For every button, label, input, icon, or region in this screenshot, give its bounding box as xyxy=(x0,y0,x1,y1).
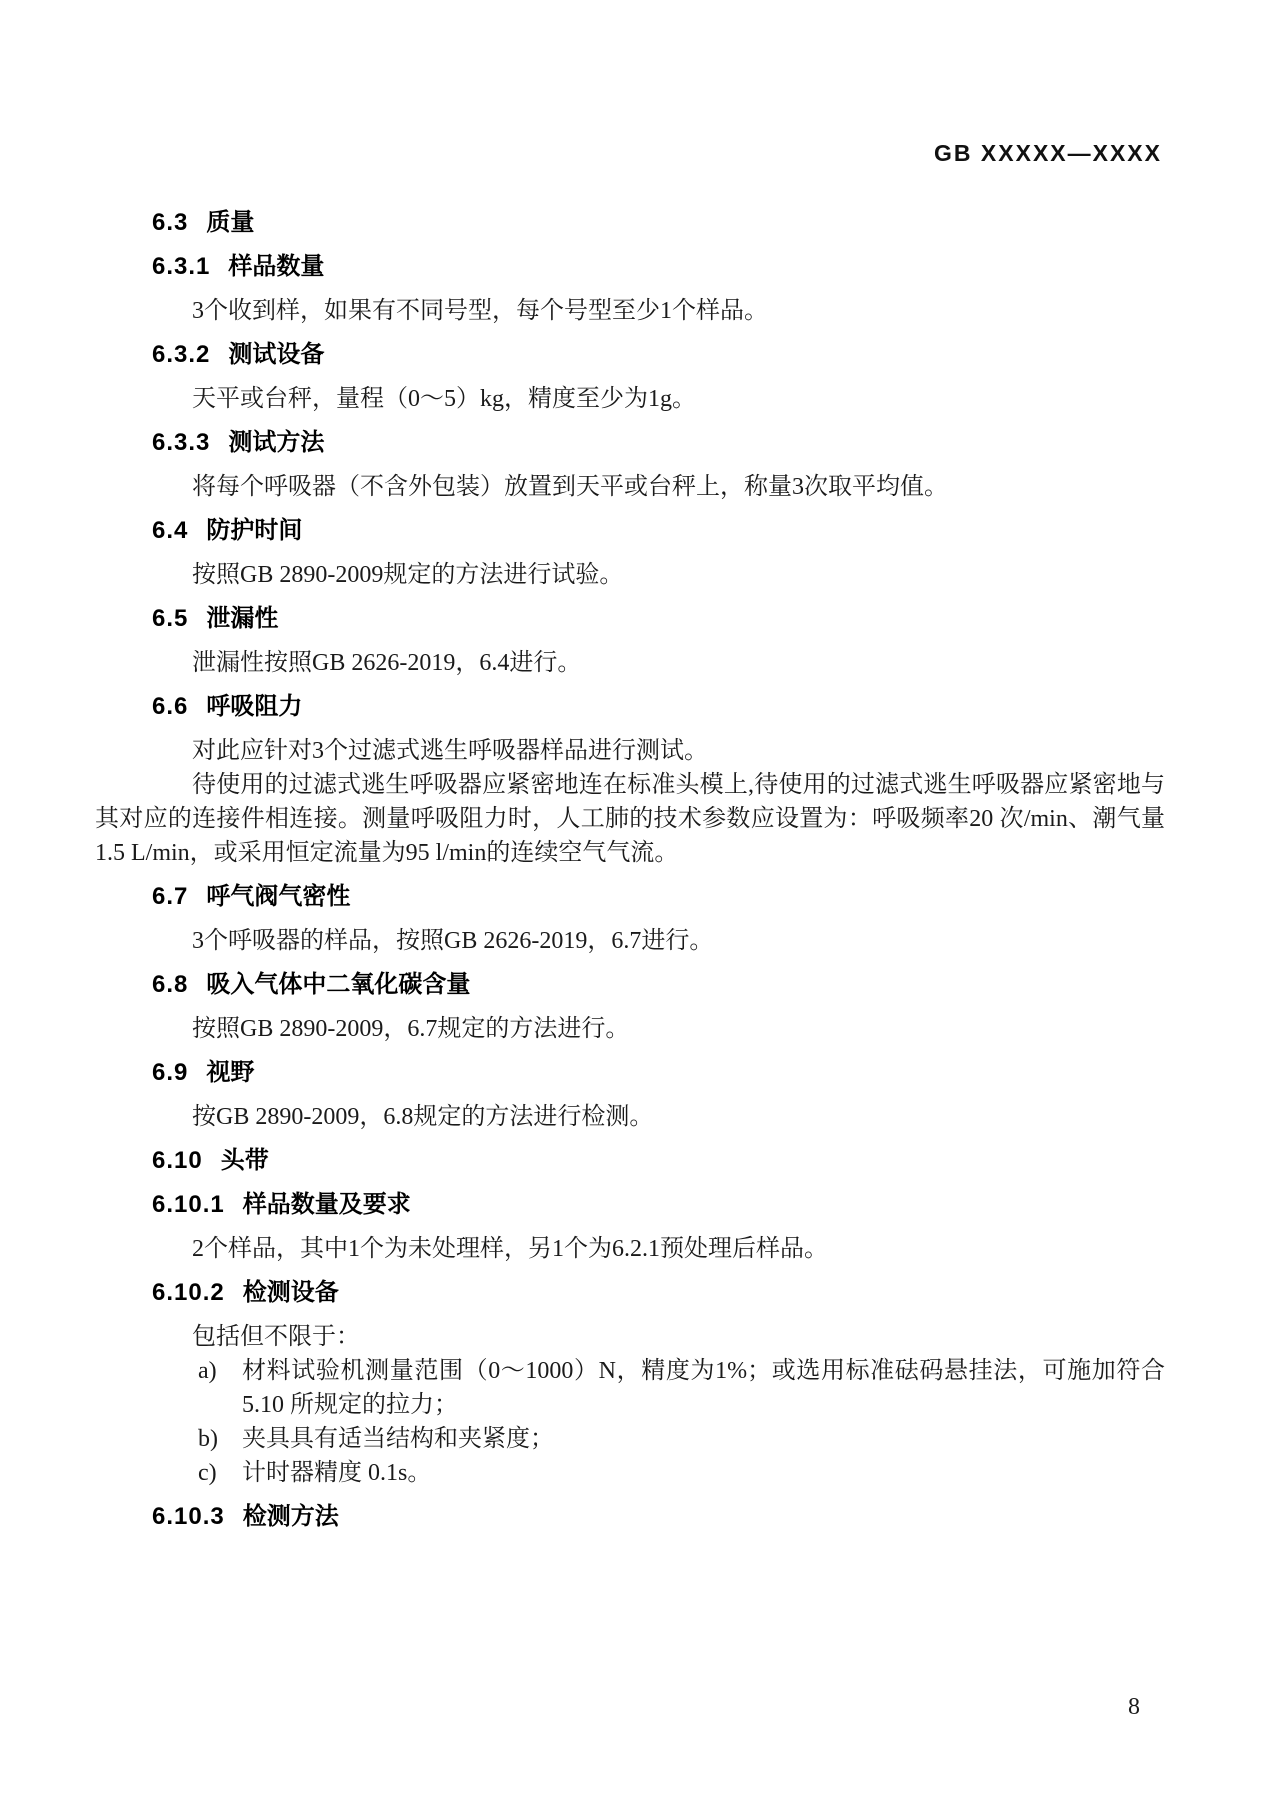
document-code-header: GB XXXXX—XXXX xyxy=(934,140,1162,166)
section-number: 6.6 xyxy=(152,693,189,720)
section-title: 吸入气体中二氧化碳含量 xyxy=(206,971,471,998)
section-heading-6.3.1 xyxy=(95,250,1165,284)
paragraph: 按照GB 2890-2009，6.7规定的方法进行。 xyxy=(192,1016,630,1042)
section-number: 6.5 xyxy=(152,605,189,632)
list-item-text: 夹具具有适当结构和夹紧度； xyxy=(242,1426,554,1452)
paragraph: 3个收到样，如果有不同号型，每个号型至少1个样品。 xyxy=(192,298,768,324)
section-heading-6.3.3 xyxy=(95,426,1165,460)
section-heading-6.10.1 xyxy=(95,1188,1165,1222)
paragraph: 按GB 2890-2009，6.8规定的方法进行检测。 xyxy=(192,1104,654,1130)
section-title: 头带 xyxy=(220,1147,269,1174)
paragraph: 按照GB 2890-2009规定的方法进行试验。 xyxy=(192,562,624,588)
list-item-label: c) xyxy=(198,1460,217,1486)
section-number: 6.4 xyxy=(152,517,189,544)
section-heading-6.10.3 xyxy=(95,1500,1165,1534)
section-number: 6.3.1 xyxy=(152,253,211,280)
section-number: 6.8 xyxy=(152,971,189,998)
section-heading-6.7 xyxy=(95,880,1165,914)
section-title: 检测设备 xyxy=(242,1279,339,1306)
list-item-a xyxy=(95,1354,1165,1422)
paragraph: 将每个呼吸器（不含外包装）放置到天平或台秤上，称量3次取平均值。 xyxy=(192,474,948,500)
section-heading-6.6 xyxy=(95,690,1165,724)
list-item-label: a) xyxy=(198,1358,217,1384)
paragraph: 对此应针对3个过滤式逃生呼吸器样品进行测试。 xyxy=(192,738,708,764)
list-item-text: 材料试验机测量范围（0～1000）N，精度为1%；或选用标准砝码悬挂法，可施加符合 5.10 所规定的拉力； xyxy=(242,1358,1165,1418)
section-title: 呼气阀气密性 xyxy=(206,883,351,910)
section-number: 6.9 xyxy=(152,1059,189,1086)
section-title: 呼吸阻力 xyxy=(206,693,303,720)
section-title: 测试设备 xyxy=(228,341,325,368)
section-heading-6.10 xyxy=(95,1144,1165,1178)
section-number: 6.10.2 xyxy=(152,1279,225,1306)
section-number: 6.7 xyxy=(152,883,189,910)
section-title: 泄漏性 xyxy=(206,605,279,632)
paragraph: 泄漏性按照GB 2626-2019，6.4进行。 xyxy=(192,650,582,676)
paragraph: 包括但不限于： xyxy=(192,1324,360,1350)
section-title: 防护时间 xyxy=(206,517,303,544)
section-title: 质量 xyxy=(206,209,255,236)
document-body xyxy=(95,196,1165,1544)
section-heading-6.10.2 xyxy=(95,1276,1165,1310)
list-item-text: 计时器精度 0.1s。 xyxy=(242,1460,432,1486)
section-heading-6.3.2 xyxy=(95,338,1165,372)
section-heading-6.8 xyxy=(95,968,1165,1002)
section-heading-6.3 xyxy=(95,206,1165,240)
paragraph: 2个样品，其中1个为未处理样，另1个为6.2.1预处理后样品。 xyxy=(192,1236,828,1262)
list-item-c xyxy=(95,1456,1165,1490)
section-title: 样品数量及要求 xyxy=(242,1191,411,1218)
section-number: 6.3.3 xyxy=(152,429,211,456)
section-heading-6.5 xyxy=(95,602,1165,636)
section-heading-6.4 xyxy=(95,514,1165,548)
list-item-b xyxy=(95,1422,1165,1456)
section-number: 6.10.3 xyxy=(152,1503,225,1530)
paragraph: 天平或台秤，量程（0～5）kg，精度至少为1g。 xyxy=(192,386,696,412)
section-title: 样品数量 xyxy=(228,253,325,280)
section-number: 6.3 xyxy=(152,209,189,236)
section-title: 视野 xyxy=(206,1059,255,1086)
section-heading-6.9 xyxy=(95,1056,1165,1090)
paragraph: 3个呼吸器的样品，按照GB 2626-2019，6.7进行。 xyxy=(192,928,714,954)
section-title: 测试方法 xyxy=(228,429,325,456)
page-number: 8 xyxy=(1128,1694,1140,1720)
paragraph: 待使用的过滤式逃生呼吸器应紧密地连在标准头模上,待使用的过滤式逃生呼吸器应紧密地与其对应的连接件相连接。测量呼吸阻力时，人工肺的技术参数应设置为：呼吸频率20 次/min、潮气量1.5 L/min，或采用恒定流量为95 l/min的连续空气气流。 xyxy=(95,772,1165,866)
section-number: 6.3.2 xyxy=(152,341,211,368)
section-title: 检测方法 xyxy=(242,1503,339,1530)
section-number: 6.10.1 xyxy=(152,1191,225,1218)
section-number: 6.10 xyxy=(152,1147,203,1174)
list-item-label: b) xyxy=(198,1426,218,1452)
